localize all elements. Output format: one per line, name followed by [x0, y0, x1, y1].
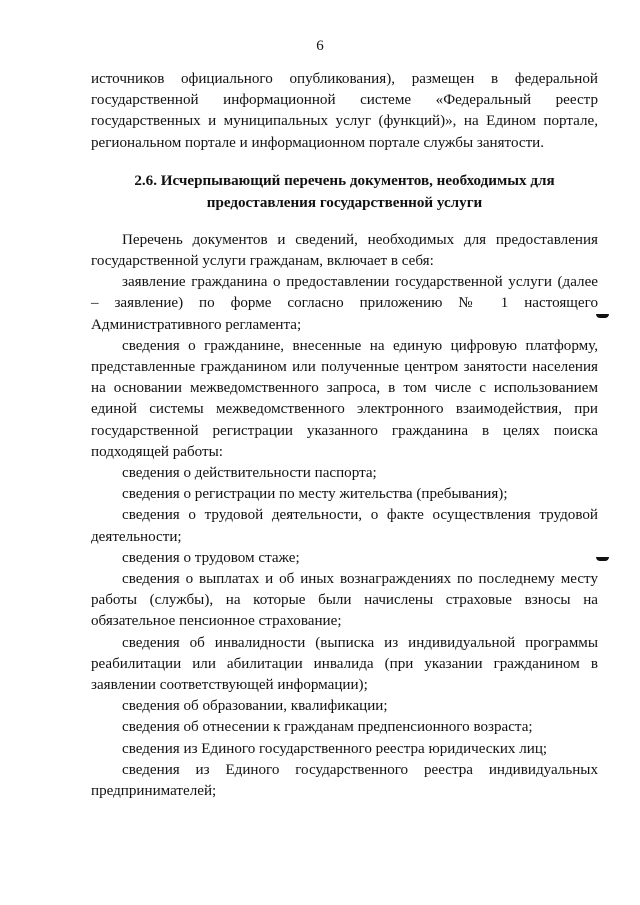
- list-item: сведения о трудовой деятельности, о факте осуществления трудовой деятельности;: [91, 507, 598, 545]
- list-item: сведения об инвалидности (выписка из индивидуальной программы реабилитации или абилитации инвалида (при указании гражданином в заявлении соответствующей информации);: [91, 634, 598, 694]
- list-item: сведения из Единого государственного реестра индивидуальных предпринимателей;: [91, 761, 598, 800]
- section-title: [91, 170, 598, 214]
- list-item: сведения о выплатах и об иных вознаграждениях по последнему месту работы (службы), на которые были начислены страховые взносы на обязательное пенсионное страхование;: [91, 571, 598, 630]
- list-item: сведения о действительности паспорта;: [122, 465, 377, 482]
- list-item: сведения о трудовом стаже;: [122, 549, 300, 566]
- margin-mark: [596, 314, 609, 318]
- list-item: сведения об образовании, квалификации;: [122, 698, 388, 715]
- section-title-line-1: 2.6. Исчерпывающий перечень документов, необходимых для: [134, 172, 555, 189]
- list-item: сведения о регистрации по месту жительства (пребывания);: [122, 486, 508, 503]
- section-title-line-2: предоставления государственной услуги: [206, 194, 483, 211]
- margin-mark: [596, 557, 609, 561]
- document-body: [91, 69, 598, 802]
- list-item: сведения об отнесении к гражданам предпенсионного возраста;: [122, 719, 533, 736]
- intro-paragraph: Перечень документов и сведений, необходимых для предоставления государственной услуги гражданам, включает в себя:: [91, 231, 598, 270]
- list-item: сведения из Единого государственного реестра юридических лиц;: [122, 740, 548, 757]
- continuation-paragraph: источников официального опубликования), размещен в федеральной государственной информационной системе «Федеральный реестр государственных и муниципальных услуг (функций)», на Едином портале, региональном портале и информационном портале службы занятости.: [91, 71, 598, 151]
- list-item: заявление гражданина о предоставлении государственной услуги (далее – заявление) по форме согласно приложению № 1 настоящего Административного регламента;: [91, 274, 598, 333]
- list-item: сведения о гражданине, внесенные на единую цифровую платформу, представленные гражданином или полученные центром занятости населения на основании межведомственного запроса, в том числе с использованием единой системы межведомственного электронного взаимодействия, при государственной регистрации указанного гражданина в целях поиска подходящей работы:: [91, 337, 598, 460]
- page-number: 6: [316, 38, 324, 54]
